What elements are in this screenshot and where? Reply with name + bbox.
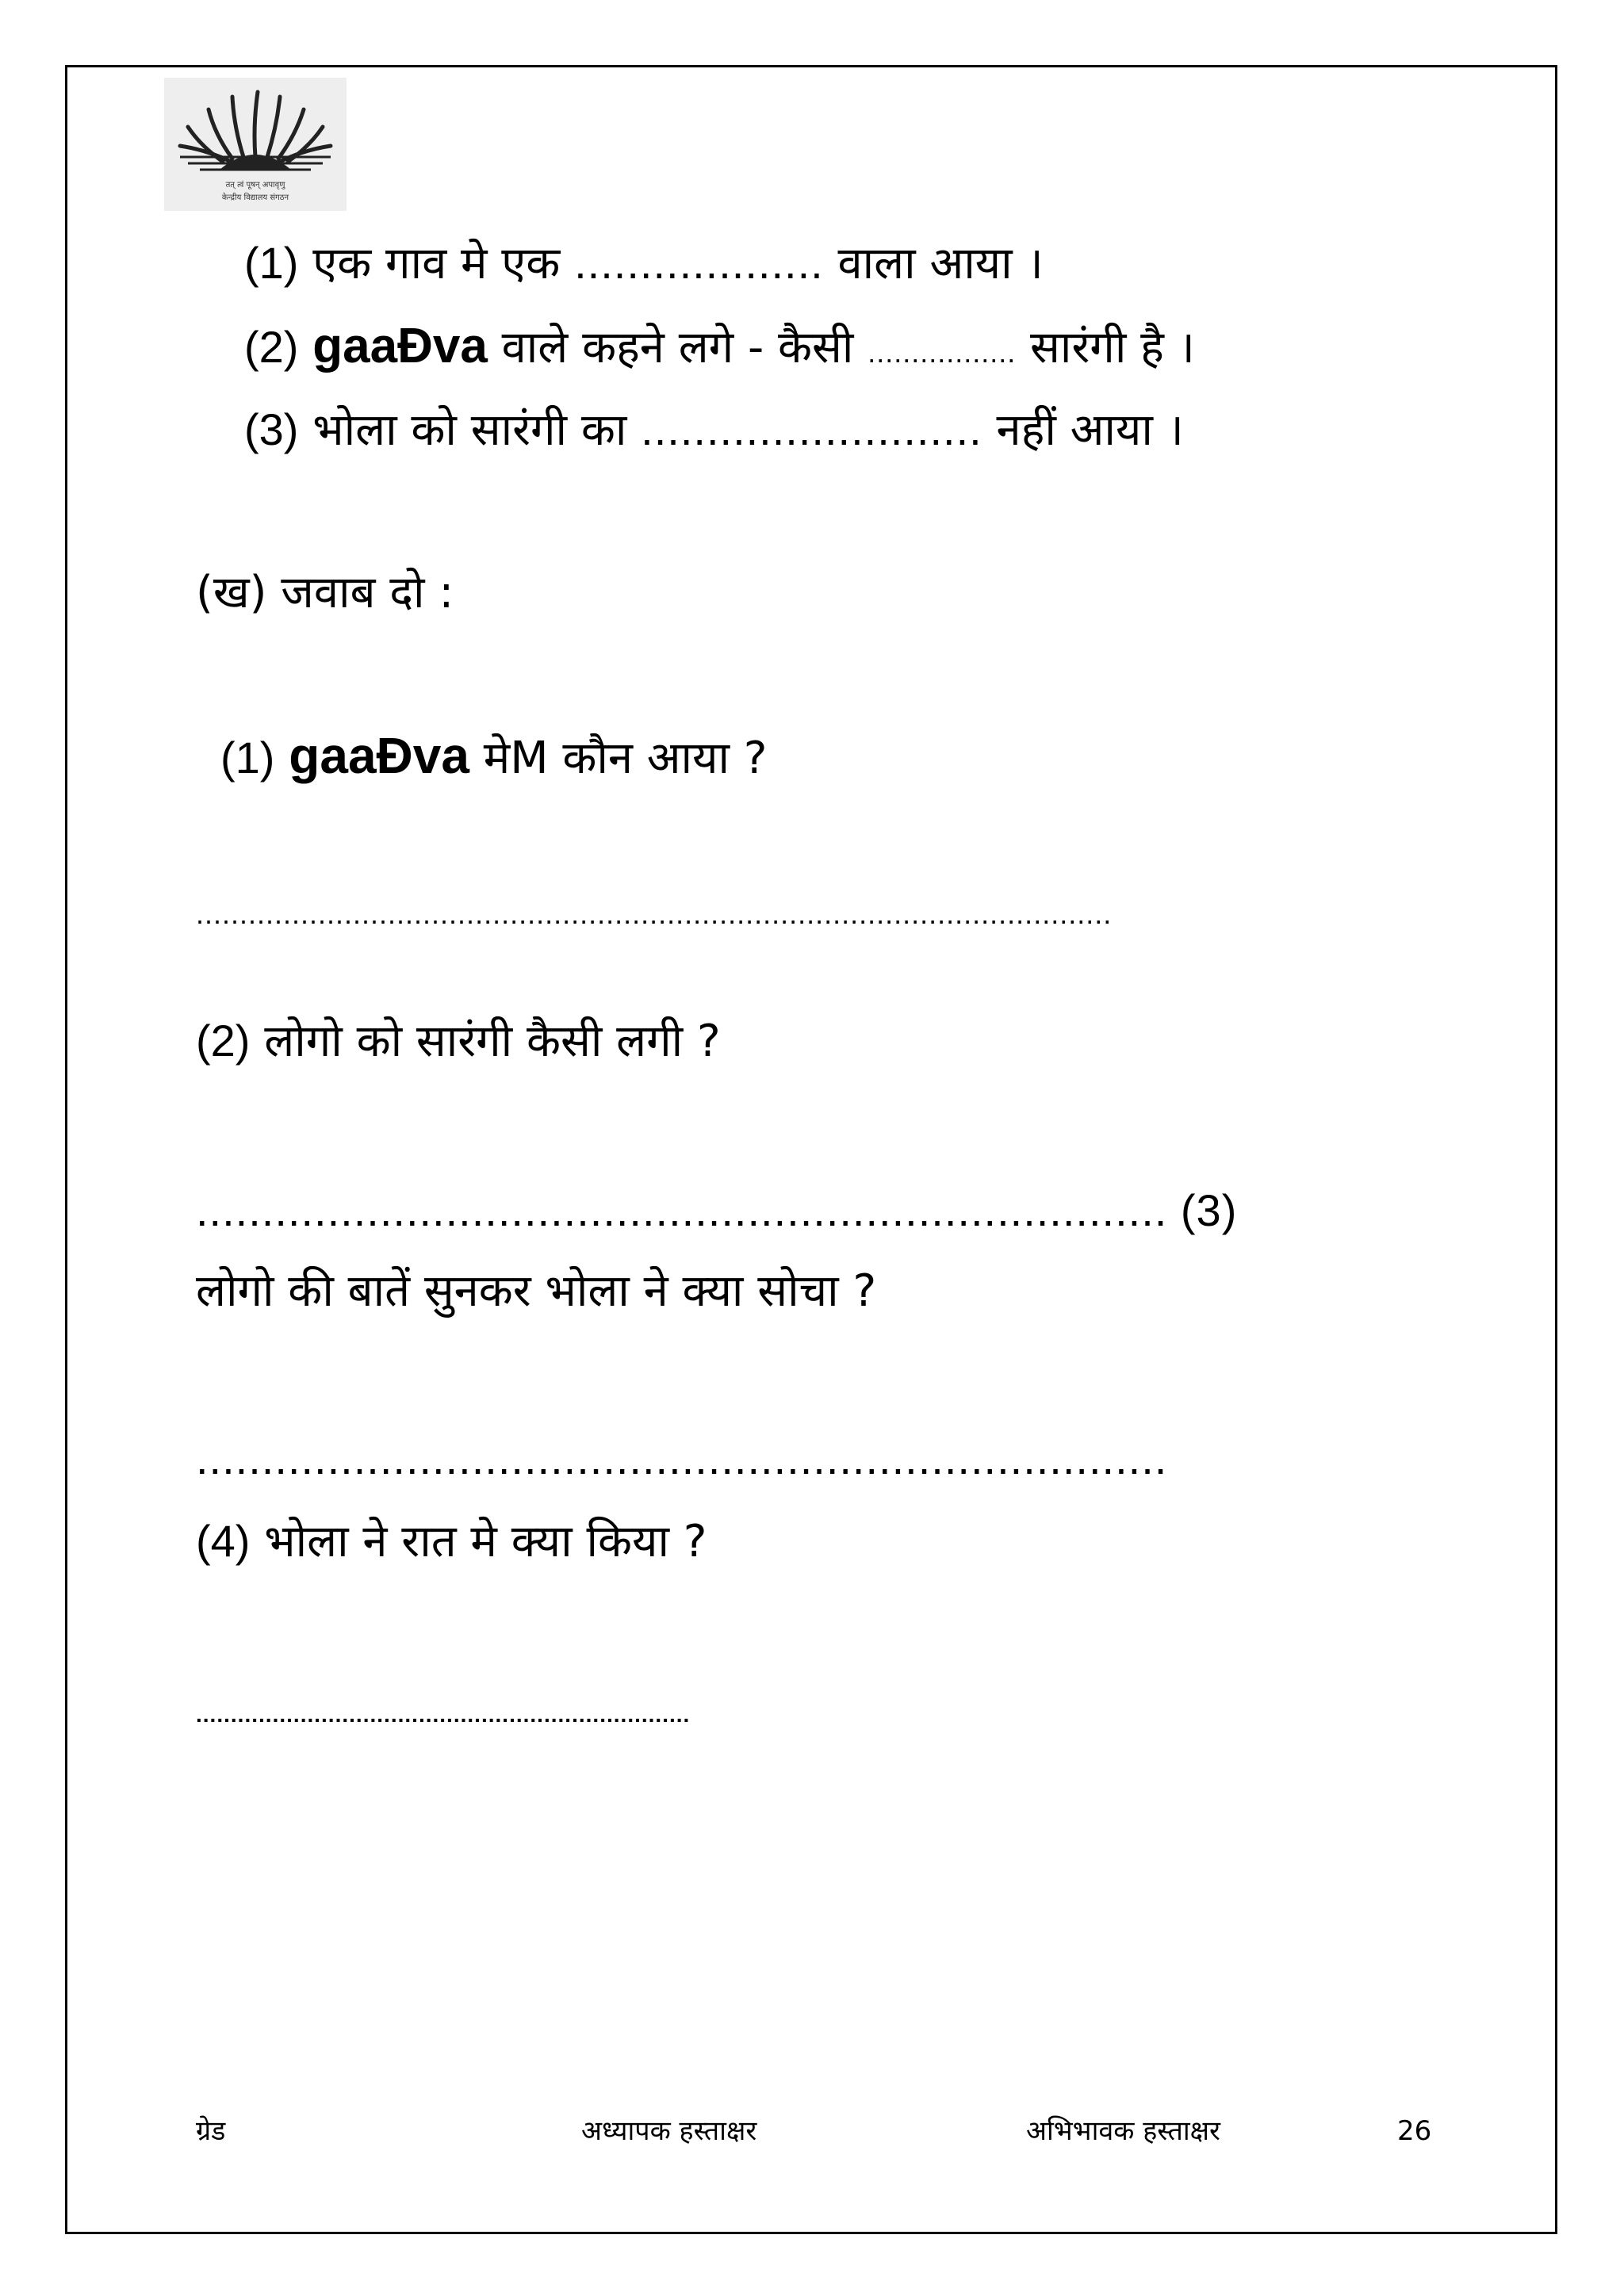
answer-line-4[interactable]: ....................................................................... [196,1702,691,1727]
footer-teacher-signature: अध्यापक हस्ताक्षर [581,2115,757,2147]
answer-line-2[interactable]: .......................................................................... (3) [196,1185,1238,1235]
question-4: (4) भोला ने रात मे क्या किया ? [196,1516,707,1567]
footer-grade: ग्रेड [196,2115,226,2147]
kvs-logo [164,78,347,211]
answer-line-3[interactable]: .......................................................................... [196,1433,1168,1483]
footer-parent-signature: अभिभावक हस्ताक्षर [1026,2115,1220,2147]
fill-blank-3: (3) भोला को सारंगी का .......................... नहीं आया । [244,404,1184,456]
question-1: (1) gaaÐva मेM कौन आया ? [220,727,768,784]
question-2: (2) लोगो को सारंगी कैसी लगी ? [196,1016,721,1067]
blank: ................... [574,238,824,288]
answer-line-1[interactable]: ......................................................................................................... [196,897,1113,930]
logo-motto: तत् त्वं पूषन् अपावृणु [225,181,285,189]
page-border [65,65,1557,2234]
section-heading: (ख) जवाब दो : [196,567,454,618]
fill-blank-2: (2) gaaÐva वाले कहने लगे - कैसी ................. सारंगी है । [244,319,1195,373]
logo-org-name: केन्द्रीय विद्यालय संगठन [221,193,289,202]
fill-blank-1: (1) एक गाव मे एक ................... वाला आया । [244,238,1044,289]
page-number: 26 [1397,2115,1432,2147]
sun-rays-icon [164,78,347,181]
blank: .......................... [641,404,982,454]
question-3: लोगो की बातें सुनकर भोला ने क्या सोचा ? [196,1265,877,1317]
blank: ................. [868,336,1017,369]
